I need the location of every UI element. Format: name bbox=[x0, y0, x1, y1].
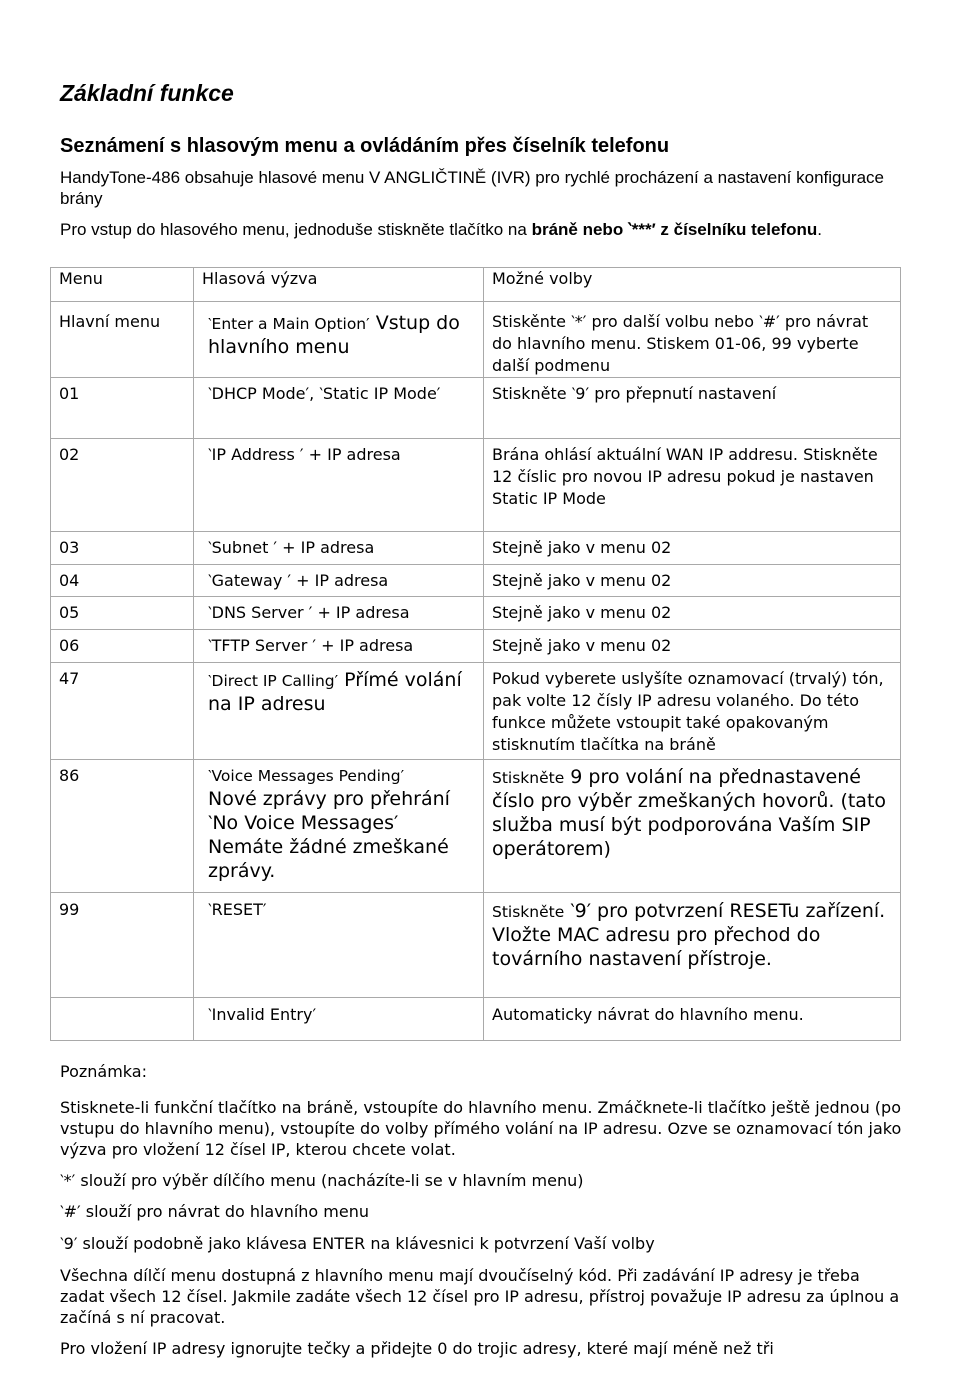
cell-prompt: ‵DNS Server ′ + IP adresa bbox=[194, 597, 484, 630]
cell-prompt: ‵Gateway ′ + IP adresa bbox=[194, 565, 484, 597]
cell-options bbox=[484, 893, 901, 998]
options-detail: 9 pro volání na přednastavené číslo pro výběr zmeškaných hovorů. (tato služba musí být podporována Vaším SIP operátorem) bbox=[492, 766, 887, 860]
cell-prompt: ‵TFTP Server ′ + IP adresa bbox=[194, 630, 484, 663]
cell-options: Stiskněte ‵9′ pro přepnutí nastavení bbox=[484, 378, 901, 439]
header-menu: Menu bbox=[51, 268, 194, 302]
cell-prompt: ‵DHCP Mode′, ‵Static IP Mode′ bbox=[194, 378, 484, 439]
options-detail: ‵9′ pro potvrzení RESETu zařízení. Vložte MAC adresu pro přechod do továrního nastavení přístroje. bbox=[492, 900, 886, 970]
section-heading: Seznámení s hlasovým menu a ovládáním přes číselník telefonu bbox=[60, 135, 670, 157]
prompt-czech: Přímé volání na IP adresu bbox=[208, 669, 462, 715]
cell-menu: Hlavní menu bbox=[51, 302, 194, 378]
cell-menu: 02 bbox=[51, 439, 194, 532]
cell-options: Pokud vyberete uslyšíte oznamovací (trvalý) tón, pak volte 12 čísly IP adresu volaného. Do této funkce můžete vstoupit také opakovaným stisknutím tlačítka na bráně bbox=[484, 663, 901, 760]
note-paragraph: ‵#′ slouží pro návrat do hlavního menu bbox=[60, 1202, 370, 1221]
table-row bbox=[51, 760, 901, 893]
intro-instruction bbox=[60, 219, 910, 240]
table-row bbox=[51, 663, 901, 760]
cell-menu: 04 bbox=[51, 565, 194, 597]
options-press: Stiskněte bbox=[492, 903, 565, 921]
cell-prompt bbox=[194, 302, 484, 378]
header-voice-prompt: Hlasová výzva bbox=[194, 268, 484, 302]
table-row bbox=[51, 302, 901, 378]
table-row bbox=[51, 565, 901, 597]
cell-menu: 86 bbox=[51, 760, 194, 893]
table-row bbox=[51, 378, 901, 439]
intro-instruction-text: Pro vstup do hlasového menu, jednoduše stiskněte tlačítko na bbox=[60, 220, 532, 239]
cell-prompt bbox=[194, 760, 484, 893]
cell-options: Automaticky návrat do hlavního menu. bbox=[484, 998, 901, 1041]
prompt-czech: Nové zprávy pro přehrání ‵No Voice Messages′ Nemáte žádné zmeškané zprávy. bbox=[208, 788, 450, 882]
prompt-czech: Vstup do hlavního menu bbox=[208, 312, 460, 358]
intro-instruction-bold: bráně nebo ‵***′ z číselníku telefonu bbox=[531, 220, 818, 239]
note-paragraph: Pro vložení IP adresy ignorujte tečky a přidejte 0 do trojic adresy, které mají méně než tři bbox=[60, 1339, 774, 1358]
cell-menu: 01 bbox=[51, 378, 194, 439]
note-paragraph: ‵9′ slouží podobně jako klávesa ENTER na klávesnici k potvrzení Vaší volby bbox=[60, 1234, 655, 1253]
cell-prompt: ‵RESET′ bbox=[194, 893, 484, 998]
cell-prompt bbox=[194, 663, 484, 760]
table-row bbox=[51, 998, 901, 1041]
table-row bbox=[51, 893, 901, 998]
header-options: Možné volby bbox=[484, 268, 901, 302]
cell-menu: 47 bbox=[51, 663, 194, 760]
cell-prompt: ‵Subnet ′ + IP adresa bbox=[194, 532, 484, 565]
cell-menu: 06 bbox=[51, 630, 194, 663]
cell-options bbox=[484, 760, 901, 893]
prompt-english: ‵Direct IP Calling′ bbox=[208, 672, 339, 690]
cell-menu: 05 bbox=[51, 597, 194, 630]
cell-options: Stejně jako v menu 02 bbox=[484, 565, 901, 597]
note-paragraph: ‵*′ slouží pro výběr dílčího menu (nacházíte-li se v hlavním menu) bbox=[60, 1171, 584, 1190]
cell-options: Stejně jako v menu 02 bbox=[484, 532, 901, 565]
note-paragraph: Všechna dílčí menu dostupná z hlavního menu mají dvoučíselný kód. Při zadávání IP adresy je třeba zadat všech 12 čísel. Jakmile zadáte všech 12 čísel pro IP adresu, přístroj považuje IP adresu za úplnou a začíná s ní pracovat. bbox=[60, 1266, 900, 1327]
intro-instruction-end: . bbox=[817, 220, 822, 239]
table-row bbox=[51, 532, 901, 565]
cell-menu: 03 bbox=[51, 532, 194, 565]
cell-prompt: ‵IP Address ′ + IP adresa bbox=[194, 439, 484, 532]
cell-options: Brána ohlásí aktuální WAN IP addresu. Stiskněte 12 číslic pro novou IP adresu pokud je nastaven Static IP Mode bbox=[484, 439, 901, 532]
cell-prompt: ‵Invalid Entry′ bbox=[194, 998, 484, 1041]
voice-menu-table bbox=[50, 267, 901, 1041]
note-paragraph: Stisknete-li funkční tlačítko na bráně, vstoupíte do hlavního menu. Zmáčknete-li tlačítko ještě jednou (po vstupu do hlavního menu), vstoupíte do volby přímého volání na IP adresu. Ozve se oznamovací tón jako výzva pro vložení 12 čísel IP, kterou chcete volat. bbox=[60, 1098, 902, 1159]
document-title: Základní funkce bbox=[60, 80, 234, 106]
prompt-english: ‵Voice Messages Pending′ bbox=[208, 767, 405, 785]
cell-menu bbox=[51, 998, 194, 1041]
prompt-english: ‵Enter a Main Option′ bbox=[208, 315, 370, 333]
table-row bbox=[51, 597, 901, 630]
cell-options: Stejně jako v menu 02 bbox=[484, 597, 901, 630]
table-row bbox=[51, 630, 901, 663]
cell-options: Stejně jako v menu 02 bbox=[484, 630, 901, 663]
cell-menu: 99 bbox=[51, 893, 194, 998]
cell-options: Stiskěnte ‵*′ pro další volbu nebo ‵#′ pro návrat do hlavního menu. Stiskem 01-06, 99 vyberte další podmenu bbox=[484, 302, 901, 378]
note-label: Poznámka: bbox=[60, 1062, 147, 1081]
table-header-row bbox=[51, 268, 901, 302]
options-press: Stiskněte bbox=[492, 769, 565, 787]
table-row bbox=[51, 439, 901, 532]
intro-paragraph: HandyTone-486 obsahuje hlasové menu V ANGLIČTINĚ (IVR) pro rychlé procházení a nastavení konfigurace brány bbox=[60, 168, 885, 208]
